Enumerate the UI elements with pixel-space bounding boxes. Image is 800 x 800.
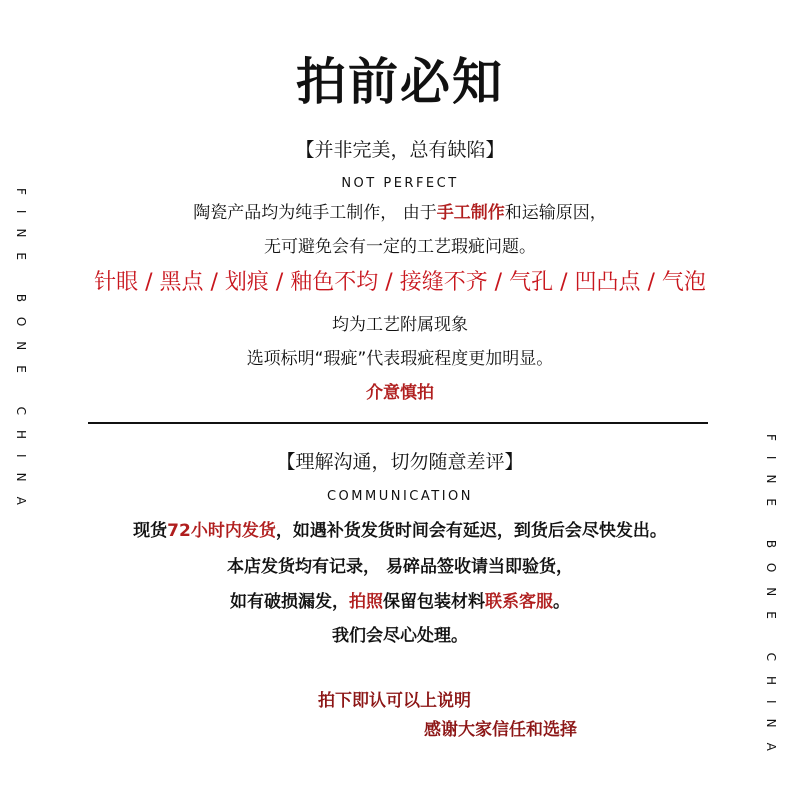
- section2-line1-part1: 现货: [133, 521, 168, 541]
- section1-line1-part1: 陶瓷产品均为纯手工制作， 由于: [193, 203, 437, 223]
- section2-line3-highlight-contact: 联系客服: [485, 592, 553, 612]
- section2-line2: 本店发货均有记录， 易碎品签收请当即验货，: [227, 557, 573, 577]
- section1-line3: 均为工艺附属现象: [332, 315, 468, 335]
- section1-warning: 介意慎拍: [366, 383, 434, 403]
- section2-subheading: COMMUNICATION: [326, 489, 473, 504]
- section1-subheading: NOT PERFECT: [341, 176, 459, 191]
- section1-line1-part3: 和运输原因，: [504, 203, 607, 223]
- section1-heading: 【并非完美，总有缺陷】: [295, 139, 505, 161]
- section1-line4: 选项标明“瑕疵”代表瑕疵程度更加明显。: [246, 349, 554, 369]
- section1-line2: 无可避免会有一定的工艺瑕疵问题。: [264, 237, 536, 257]
- section-divider: [88, 422, 708, 424]
- section2-line1-part3: ，如遇补货发货时间会有延迟，到货后会尽快发出。: [275, 521, 667, 541]
- section2-heading: 【理解沟通，切勿随意差评】: [276, 451, 524, 473]
- section2-line3: [0, 591, 800, 613]
- page-title: 拍前必知: [296, 53, 504, 111]
- section2-line1-highlight: 72小时内发货: [167, 521, 276, 541]
- defect-list: 针眼 / 黑点 / 划痕 / 釉色不均 / 接缝不齐 / 气孔 / 凹凸点 / 气泡: [94, 270, 706, 295]
- section2-line3-highlight-photo: 拍照: [349, 592, 383, 612]
- closing-line1: 拍下即认可以上说明: [318, 691, 471, 711]
- section2-line1: [0, 520, 800, 542]
- section2-line3-part5: 。: [553, 592, 570, 612]
- side-text-right: FINE BONE CHINA: [764, 434, 778, 766]
- section2-line3-part1: 如有破损漏发，: [230, 592, 349, 612]
- section1-line1-highlight: 手工制作: [436, 203, 505, 223]
- section2-line3-part3: 保留包装材料: [383, 592, 485, 612]
- side-text-left: FINE BONE CHINA: [14, 188, 28, 520]
- closing-line2: 感谢大家信任和选择: [424, 720, 577, 740]
- section2-line4: 我们会尽心处理。: [332, 626, 468, 646]
- section1-line1: [0, 202, 800, 224]
